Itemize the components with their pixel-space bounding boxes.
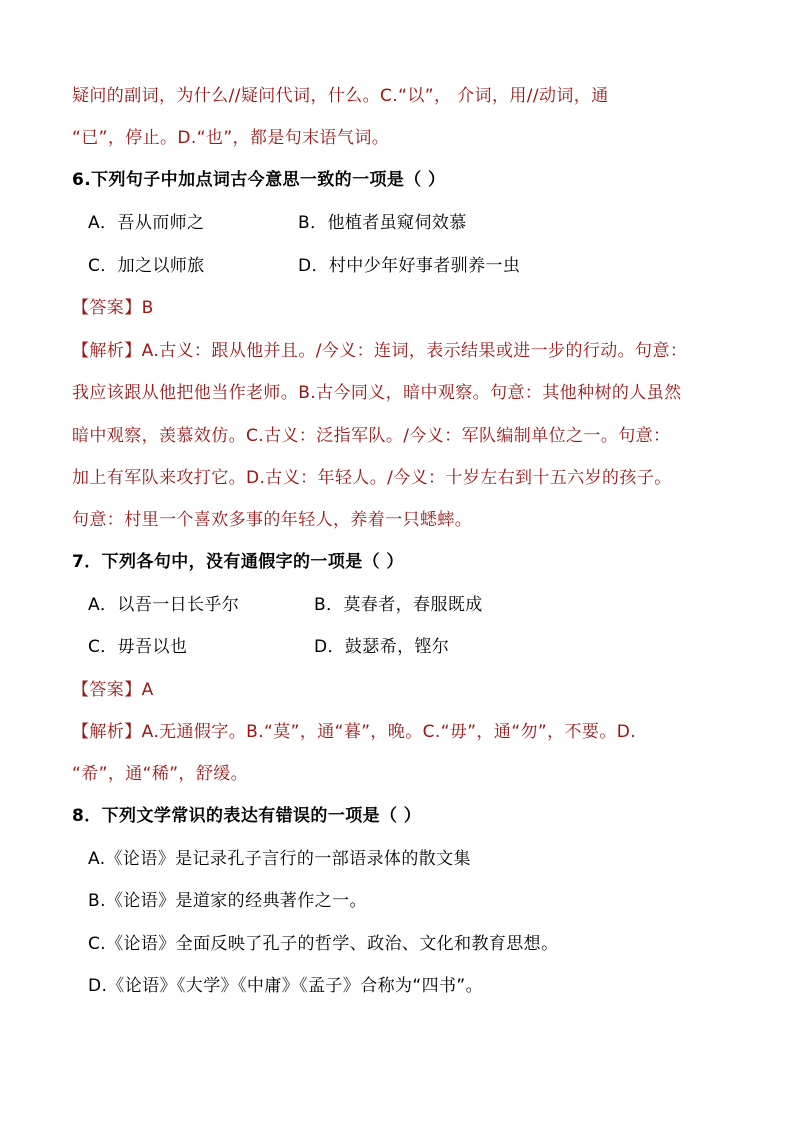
- question-8-option-a: A.《论语》是记录孔子言行的一部语录体的散文集: [88, 849, 471, 869]
- question-6-explanation-line: 我应该跟从他把他当作老师。B.古今同义，暗中观察。句意：其他种树的人虽然: [72, 383, 682, 403]
- explanation-continuation-line: 疑问的副词，为什么//疑问代词，什么。C.“以”， 介词，用//动词，通: [72, 86, 609, 106]
- question-6-option-d: D．村中少年好事者驯养一虫: [298, 256, 521, 276]
- question-7-stem: 7．下列各句中，没有通假字的一项是（ ）: [72, 552, 404, 572]
- question-6-explanation-line: 句意：村里一个喜欢多事的年轻人，养着一只蟋蟀。: [72, 510, 473, 530]
- explanation-continuation-line: “已”，停止。D.“也”，都是句末语气词。: [72, 128, 390, 148]
- question-6-answer: 【答案】B: [72, 298, 154, 318]
- question-6-explanation-line: 加上有军队来攻打它。D.古义：年轻人。/今义：十岁左右到十五六岁的孩子。: [72, 468, 672, 488]
- question-6-stem: 6.下列句子中加点词古今意思一致的一项是（ ）: [72, 170, 446, 190]
- question-7-explanation-line: “希”，通“稀”，舒缓。: [72, 764, 249, 784]
- question-6-option-c: C．加之以师旅: [88, 256, 205, 276]
- question-7-option-d: D．鼓瑟希，铿尔: [314, 637, 450, 657]
- question-7-option-b: B．莫春者，春服既成: [314, 595, 483, 615]
- question-8-stem: 8．下列文学常识的表达有错误的一项是（ ）: [72, 806, 422, 826]
- question-6-explanation-line: 暗中观察，羡慕效仿。C.古义：泛指军队。/今义：军队编制单位之一。句意：: [72, 426, 671, 446]
- question-8-option-b: B.《论语》是道家的经典著作之一。: [88, 891, 367, 911]
- question-6-option-b: B．他植者虽窥伺效慕: [298, 213, 467, 233]
- question-8-option-d: D.《论语》《大学》《中庸》《孟子》合称为“四书”。: [88, 976, 484, 996]
- question-6-option-a: A．吾从而师之: [88, 213, 205, 233]
- question-7-option-a: A．以吾一日长乎尔: [88, 595, 240, 615]
- question-7-answer: 【答案】A: [72, 680, 154, 700]
- question-7-option-c: C．毋吾以也: [88, 637, 188, 657]
- question-7-explanation-line: 【解析】A.无通假字。B.“莫”，通“暮”，晚。C.“毋”，通“勿”，不要。D.: [72, 722, 637, 742]
- question-6-explanation-line: 【解析】A.古义：跟从他并且。/今义：连词，表示结果或进一步的行动。句意：: [72, 341, 688, 361]
- question-8-option-c: C.《论语》全面反映了孔子的哲学、政治、文化和教育思想。: [88, 934, 559, 954]
